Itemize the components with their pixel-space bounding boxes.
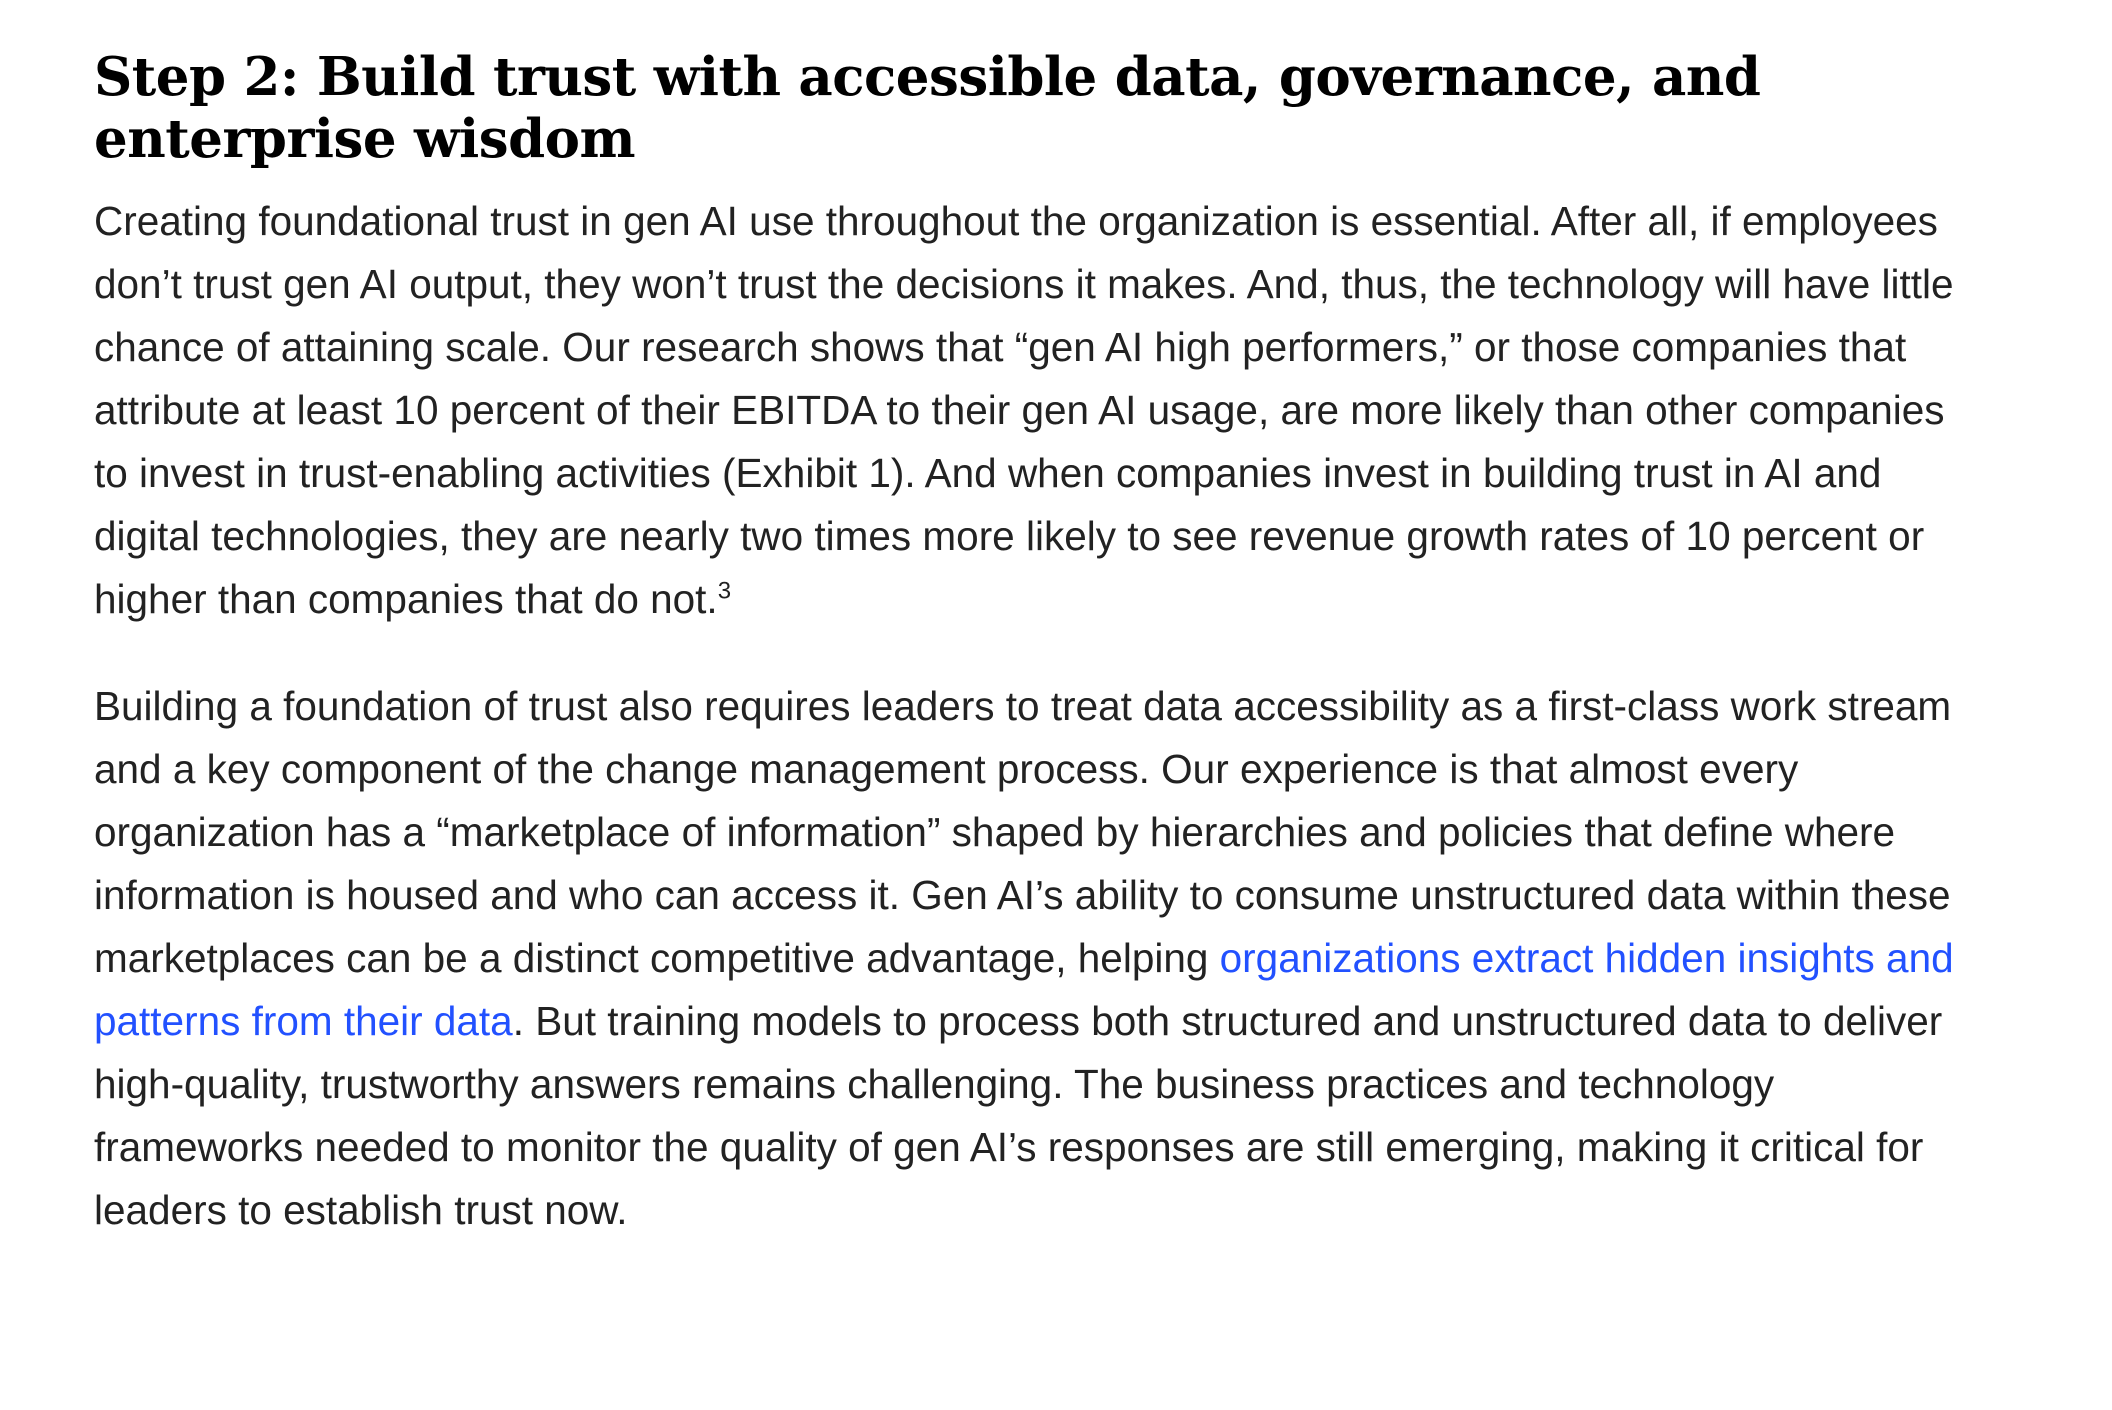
paragraph-data-text-before-link: Building a foundation of trust also requires leaders to treat data accessibility as a first-class work stream and a key component of the change management process. Our experience is that almost every organization has a “marketplace of information” shaped by hierarchies and policies that define where information is housed and who can access it. Gen AI’s ability to consume unstructured data within these marketplaces can be a distinct competitive advantage, helping bbox=[94, 683, 1952, 981]
section-heading: Step 2: Build trust with accessible data, governance, and enterprise wisdom bbox=[94, 46, 1761, 170]
paragraph-trust-text: Creating foundational trust in gen AI use throughout the organization is essential. After all, if employees don’t trust gen AI output, they won’t trust the decisions it makes. And, thus, the technology will have little chance of attaining scale. Our research shows that “gen AI high performers,” or those companies that attribute at least 10 percent of their EBITDA to their gen AI usage, are more likely than other companies to invest in trust-enabling activities (Exhibit 1). And when companies invest in building trust in AI and digital technologies, they are nearly two times more likely to see revenue growth rates of 10 percent or higher than companies that do not. bbox=[94, 198, 1954, 622]
footnote-reference[interactable]: 3 bbox=[717, 577, 732, 605]
paragraph-data-text-after-link: . But training models to process both structured and unstructured data to deliver high-quality, trustworthy answers remains challenging. The business practices and technology frameworks needed to monitor the quality of gen AI’s responses are still emerging, making it critical for leaders to establish trust now. bbox=[94, 998, 1943, 1233]
hidden-insights-link[interactable]: organizations extract hidden insights and patterns from their data bbox=[94, 935, 1954, 1044]
paragraph-trust bbox=[94, 190, 1964, 631]
paragraph-data-accessibility bbox=[94, 675, 1964, 1242]
